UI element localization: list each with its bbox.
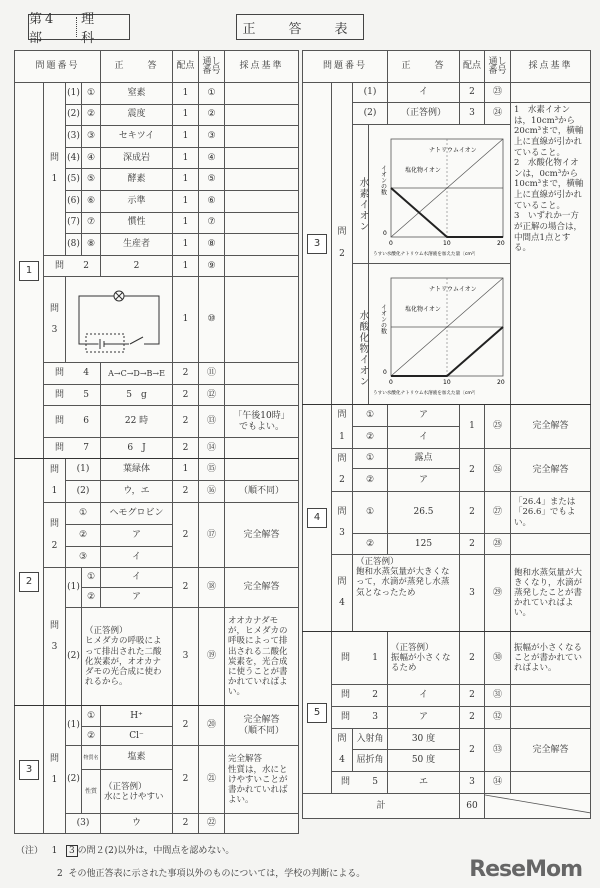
serial: ㉔ — [485, 103, 511, 125]
points: 1 — [173, 255, 199, 277]
points: 2 — [173, 385, 199, 406]
section-number: 3 — [307, 234, 327, 254]
sub-number: (1) — [66, 706, 82, 746]
circle-number: ② — [82, 727, 101, 746]
question-label: 問 2 — [44, 255, 101, 277]
points: 1 — [173, 126, 199, 148]
criteria — [511, 83, 591, 103]
circle-number: ① — [82, 568, 101, 588]
points: 1 — [173, 104, 199, 126]
circle-number: ② — [353, 427, 388, 449]
graph-label: 水酸化物イオン — [353, 264, 369, 404]
answer: （正答例） 振幅が小さくなるため — [388, 632, 460, 685]
sub-number: (1) — [66, 459, 101, 481]
answer-table-right — [302, 50, 591, 819]
answer: 生産者 — [101, 234, 173, 256]
points: 3 — [460, 555, 485, 632]
points: 2 — [173, 746, 199, 814]
table-row — [303, 707, 591, 729]
circle-number: ① — [82, 83, 101, 105]
sub-number: (5) — [66, 169, 82, 191]
question-label: 問 2 — [332, 83, 353, 405]
table-row — [15, 503, 299, 525]
answer: （正答例） 水にとけやすい — [101, 770, 173, 814]
points: 3 — [460, 772, 485, 794]
header-points: 配点 — [460, 51, 485, 83]
points: 1 — [173, 190, 199, 212]
x-tick: 10 — [443, 240, 451, 247]
points: 2 — [460, 492, 485, 534]
sub-number: (3) — [66, 814, 101, 834]
header-qnum: 問題番号 — [303, 51, 388, 83]
sub-number: (2) — [66, 481, 101, 503]
serial: ⑫ — [199, 385, 225, 406]
sodium-label: ナトリウムイオン — [429, 286, 477, 293]
answer: Cl⁻ — [101, 727, 173, 746]
criteria: 完全解答 性質は，水にとけやすいことが書かれていればよい。 — [225, 746, 299, 814]
serial: ㉘ — [485, 534, 511, 555]
document-title: 正 答 表 — [236, 14, 364, 40]
answer: 慣性 — [101, 212, 173, 234]
y-zero: 0 — [383, 230, 387, 237]
x-tick: 20 — [497, 379, 505, 386]
x-tick: 10 — [443, 379, 451, 386]
sub-label: 入射角 — [353, 729, 388, 750]
x-axis-label: うすい水酸化ナトリウム水溶液を加えた量〔cm³〕 — [373, 391, 479, 396]
circle-number: ⑧ — [82, 234, 101, 256]
table-row — [303, 555, 591, 632]
criteria: 1 水素イオンは，10cm³から20cm³まで，横軸上に直線が引かれていること。 2 水酸化物イオンは，0cm³から10cm³まで，横軸上に直線が引かれていること。 3 いずれか一方が正解の場合は，中間点1点とする。 — [511, 103, 591, 405]
question-label: 問 5 — [332, 772, 388, 794]
table-row — [303, 632, 591, 685]
answer: イ — [101, 568, 173, 588]
table-row — [303, 685, 591, 707]
serial: ⑲ — [199, 608, 225, 706]
serial: ⑭ — [199, 438, 225, 459]
criteria — [511, 534, 591, 555]
serial: ⑰ — [199, 503, 225, 568]
header-answer: 正 答 — [101, 51, 173, 83]
answer: ウ，エ — [101, 481, 173, 503]
points: 1 — [173, 147, 199, 169]
section-2 — [15, 459, 44, 706]
answer: ウ — [101, 814, 173, 834]
answer: エ — [388, 772, 460, 794]
criteria — [225, 459, 299, 481]
question-label: 問 4 — [332, 729, 353, 772]
answer: 2 — [101, 255, 173, 277]
criteria: 「午後10時」 でもよい。 — [225, 406, 299, 438]
question-label: 問 3 — [44, 568, 66, 706]
points: 1 — [173, 212, 199, 234]
points: 2 — [173, 481, 199, 503]
criteria — [225, 438, 299, 459]
serial: ㉙ — [485, 555, 511, 632]
question-label: 問 2 — [44, 503, 66, 568]
points: 2 — [460, 449, 485, 492]
answer: イ — [101, 547, 173, 568]
circle-number: ① — [353, 449, 388, 469]
circle-number: ③ — [82, 126, 101, 148]
answer: A→C→D→B→E — [101, 363, 173, 385]
sub-number: (7) — [66, 212, 82, 234]
answer: 22 時 — [101, 406, 173, 438]
question-label: 問 1 — [44, 706, 66, 834]
sub-number: (1) — [353, 83, 388, 103]
answer: 5 g — [101, 385, 173, 406]
table-row — [15, 568, 299, 588]
points: 2 — [173, 568, 199, 608]
table-row — [303, 492, 591, 534]
points: 1 — [173, 83, 199, 105]
answer: 葉緑体 — [101, 459, 173, 481]
serial: ⑦ — [199, 212, 225, 234]
answer: 26.5 — [388, 492, 460, 534]
sub-number: (2) — [66, 608, 82, 706]
part-subject-box — [28, 12, 130, 46]
table-row — [15, 706, 299, 727]
table-row — [303, 405, 591, 427]
question-label: 問 3 — [44, 277, 66, 363]
circuit-diagram-svg — [69, 280, 169, 356]
criteria: （順不同） — [225, 481, 299, 503]
answer: 窒素 — [101, 83, 173, 105]
circle-number: ② — [82, 104, 101, 126]
header-answer: 正 答 — [388, 51, 460, 83]
criteria — [225, 169, 299, 191]
criteria: オオカナダモが，ヒメダカの呼吸によって排出される二酸化炭素を，光合成に使うことが書かれていればよい。 — [225, 608, 299, 706]
points: 2 — [460, 83, 485, 103]
circle-number: ① — [66, 503, 101, 525]
section-number: 2 — [19, 572, 39, 592]
total-label: 計 — [303, 794, 460, 819]
criteria — [225, 104, 299, 126]
section-number: 5 — [307, 703, 327, 723]
points: 2 — [173, 503, 199, 568]
points: 3 — [173, 608, 199, 706]
criteria: 完全解答 — [225, 568, 299, 608]
section-number: 1 — [19, 261, 39, 281]
section-number: 3 — [19, 760, 39, 780]
serial: ⑬ — [199, 406, 225, 438]
answer: 30 度 — [388, 729, 460, 750]
x-axis-label: うすい水酸化ナトリウム水溶液を加えた量〔cm³〕 — [373, 252, 479, 257]
points: 1 — [173, 169, 199, 191]
serial: ⑪ — [199, 363, 225, 385]
circle-number: ⑥ — [82, 190, 101, 212]
serial: ㉓ — [485, 83, 511, 103]
serial: ② — [199, 104, 225, 126]
y-zero: 0 — [383, 369, 387, 376]
points: 2 — [173, 814, 199, 834]
criteria — [511, 772, 591, 794]
answer: ア — [388, 469, 460, 492]
answer: ア — [388, 707, 460, 729]
resemom-logo: ReseMom — [469, 857, 582, 882]
points: 1 — [173, 277, 199, 363]
criteria — [511, 685, 591, 707]
section-3 — [303, 83, 332, 405]
answer: 深成岩 — [101, 147, 173, 169]
chloride-label: 塩化物イオン — [405, 167, 441, 174]
points: 2 — [460, 534, 485, 555]
circle-number: ① — [353, 405, 388, 427]
points: 2 — [173, 406, 199, 438]
answer: イ — [388, 427, 460, 449]
points: 1 — [173, 459, 199, 481]
question-label: 問 1 — [332, 405, 353, 449]
question-label: 問 6 — [44, 406, 101, 438]
serial: ㉗ — [485, 492, 511, 534]
answer: イ — [388, 83, 460, 103]
y-axis-label: イオンの数 — [379, 165, 387, 195]
answer: 6 J — [101, 438, 173, 459]
question-label: 問 1 — [332, 632, 388, 685]
answer: 酵素 — [101, 169, 173, 191]
serial: ㉑ — [199, 746, 225, 814]
graph-hydroxide-ion — [353, 264, 511, 405]
serial: ㉒ — [199, 814, 225, 834]
answer: （正答例） 飽和水蒸気量が大きくなって，水滴が蒸発し水蒸気となったため — [353, 555, 460, 632]
serial: ③ — [199, 126, 225, 148]
sub-number: (3) — [66, 126, 82, 148]
serial: ① — [199, 83, 225, 105]
points: 3 — [460, 103, 485, 125]
serial: ㉕ — [485, 405, 511, 449]
circle-number: ④ — [82, 147, 101, 169]
answer-table-left — [14, 50, 299, 834]
graph-svg — [369, 125, 509, 263]
note-1: （注） 1 3 の問２(2)以外は，中間点を認めない。 — [16, 846, 235, 856]
serial: ㉛ — [485, 685, 511, 707]
serial: ⑱ — [199, 568, 225, 608]
table-row — [15, 363, 299, 385]
serial: ㉖ — [485, 449, 511, 492]
table-row — [303, 729, 591, 750]
answer: H⁺ — [101, 706, 173, 727]
points: 2 — [460, 729, 485, 772]
total-row — [303, 794, 591, 819]
serial: ⑩ — [199, 277, 225, 363]
answer: 震度 — [101, 104, 173, 126]
graph-svg — [369, 264, 509, 404]
circle-number: ① — [82, 706, 101, 727]
answer: 125 — [388, 534, 460, 555]
serial: ㉚ — [485, 632, 511, 685]
sub-label: 性質 — [82, 770, 101, 814]
header-points: 配点 — [173, 51, 199, 83]
answer: （正答例） ヒメダカの呼吸によって排出された二酸化炭素が，オオカナダモの光合成に使われるから。 — [82, 608, 173, 706]
points: 1 — [173, 234, 199, 256]
section-4 — [303, 405, 332, 632]
answer: ア — [388, 405, 460, 427]
serial: ⑳ — [199, 706, 225, 746]
chloride-label: 塩化物イオン — [405, 306, 441, 313]
answer: 露点 — [388, 449, 460, 469]
question-label: 問 4 — [332, 555, 353, 632]
question-label: 問 4 — [44, 363, 101, 385]
table-row — [15, 83, 299, 105]
x-tick: 0 — [389, 240, 393, 247]
table-row — [303, 83, 591, 103]
question-label: 問 7 — [44, 438, 101, 459]
question-label: 問 2 — [332, 685, 388, 707]
criteria: 完全解答 — [225, 503, 299, 568]
criteria — [225, 190, 299, 212]
sub-number: (8) — [66, 234, 82, 256]
sub-label: 物質名 — [82, 746, 101, 770]
circle-number: ② — [82, 588, 101, 608]
answer: ア — [101, 588, 173, 608]
diagonal-cell — [485, 794, 591, 819]
sub-number: (2) — [353, 103, 388, 125]
circle-number: ② — [66, 525, 101, 547]
circle-number: ⑤ — [82, 169, 101, 191]
part-label: 第4部 — [29, 12, 57, 46]
serial: ⑨ — [199, 255, 225, 277]
sub-number: (2) — [66, 104, 82, 126]
criteria: 完全解答 — [511, 405, 591, 449]
serial: ⑥ — [199, 190, 225, 212]
criteria — [225, 255, 299, 277]
criteria — [225, 212, 299, 234]
criteria — [225, 814, 299, 834]
criteria: 完全解答 — [511, 729, 591, 772]
section-number: 4 — [307, 508, 327, 528]
sub-number: (1) — [66, 568, 82, 608]
serial: ⑤ — [199, 169, 225, 191]
criteria: 振幅が小さくなることが書かれていればよい。 — [511, 632, 591, 685]
question-label: 問 3 — [332, 707, 388, 729]
criteria — [225, 385, 299, 406]
table-row — [15, 277, 299, 363]
x-tick: 20 — [497, 240, 505, 247]
serial: ④ — [199, 147, 225, 169]
criteria — [225, 363, 299, 385]
criteria — [225, 83, 299, 105]
serial: ㉜ — [485, 707, 511, 729]
points: 2 — [460, 632, 485, 685]
graph-label: 水素イオン — [353, 125, 369, 263]
points: 2 — [173, 363, 199, 385]
circle-number: ⑦ — [82, 212, 101, 234]
sub-number: (2) — [66, 746, 82, 814]
criteria: 飽和水蒸気量が大きくなり，水滴が蒸発したことが書かれていればよい。 — [511, 555, 591, 632]
question-label: 問 1 — [44, 459, 66, 503]
sub-number: (4) — [66, 147, 82, 169]
circuit-diagram — [66, 277, 173, 363]
table-row — [15, 255, 299, 277]
criteria — [225, 147, 299, 169]
sub-label: 屈折角 — [353, 750, 388, 772]
diagonal-line — [485, 794, 591, 814]
serial: ㉞ — [485, 772, 511, 794]
sub-number: (1) — [66, 83, 82, 105]
table-row — [15, 406, 299, 438]
serial: ㉝ — [485, 729, 511, 772]
points: 2 — [460, 707, 485, 729]
serial: ⑧ — [199, 234, 225, 256]
answer: 示準 — [101, 190, 173, 212]
section-3 — [15, 706, 44, 834]
criteria: 「26.4」または「26.6」でもよい。 — [511, 492, 591, 534]
answer: イ — [388, 685, 460, 707]
sub-number: (6) — [66, 190, 82, 212]
answer: セキツイ — [101, 126, 173, 148]
total-points: 60 — [460, 794, 485, 819]
x-tick: 0 — [389, 379, 393, 386]
answer: （正答例） — [388, 103, 460, 125]
header-qnum: 問題番号 — [15, 51, 101, 83]
answer: 塩素 — [101, 746, 173, 770]
header-criteria: 採点基準 — [511, 51, 591, 83]
y-axis-label: イオンの数 — [379, 304, 387, 334]
sodium-label: ナトリウムイオン — [429, 147, 477, 154]
table-row — [303, 772, 591, 794]
serial: ⑮ — [199, 459, 225, 481]
header-serial: 通し 番号 — [199, 51, 225, 83]
criteria — [225, 277, 299, 363]
table-row — [303, 449, 591, 469]
answer: ヘモグロビン — [101, 503, 173, 525]
question-label: 問 5 — [44, 385, 101, 406]
note-2: 2 その他正答表に示された事項以外のものについては，学校の判断による。 — [57, 869, 366, 879]
question-label: 問 1 — [44, 83, 66, 256]
circle-number: ② — [353, 469, 388, 492]
points: 1 — [460, 405, 485, 449]
criteria — [225, 126, 299, 148]
criteria — [511, 707, 591, 729]
section-1 — [15, 83, 44, 459]
table-row — [15, 385, 299, 406]
subject-label: 理 科 — [81, 12, 114, 46]
table-row — [15, 438, 299, 459]
question-label: 問 3 — [332, 492, 353, 555]
circle-number: ③ — [66, 547, 101, 568]
points: 2 — [460, 685, 485, 707]
points: 2 — [173, 438, 199, 459]
header-serial: 通し 番号 — [485, 51, 511, 83]
circle-number: ② — [353, 534, 388, 555]
criteria — [225, 234, 299, 256]
serial: ⑯ — [199, 481, 225, 503]
header-criteria: 採点基準 — [225, 51, 299, 83]
answer: ア — [101, 525, 173, 547]
section-5 — [303, 632, 332, 794]
graph-hydrogen-ion — [353, 125, 511, 264]
circle-number: ① — [353, 492, 388, 534]
question-label: 問 2 — [332, 449, 353, 492]
table-row — [15, 459, 299, 481]
points: 2 — [173, 706, 199, 746]
criteria: 完全解答 （順不同） — [225, 706, 299, 746]
criteria: 完全解答 — [511, 449, 591, 492]
answer: 50 度 — [388, 750, 460, 772]
